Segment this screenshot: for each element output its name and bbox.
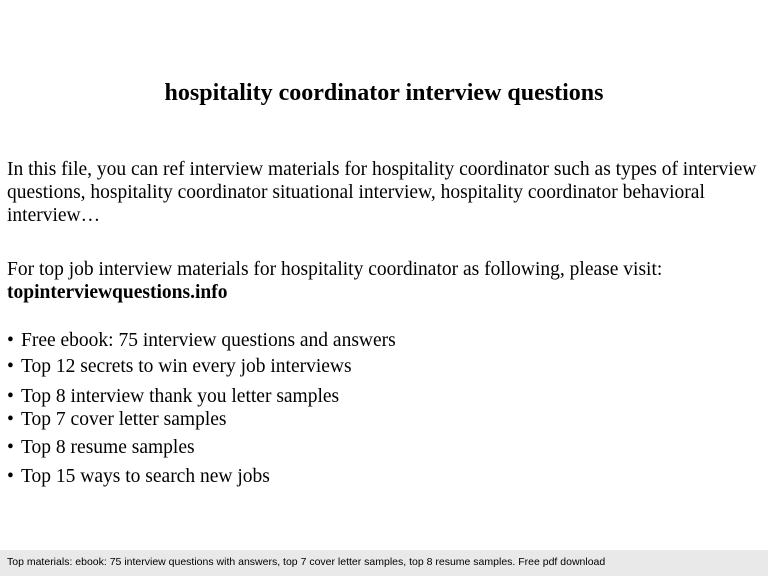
list-item	[7, 408, 226, 431]
bullet-dot: •	[7, 330, 14, 351]
visit-paragraph	[7, 258, 765, 304]
slide-title: hospitality coordinator interview questions	[164, 80, 604, 106]
footer-bar	[0, 550, 768, 576]
intro-paragraph: In this file, you can ref interview materials for hospitality coordinator such as types of interview questions, hospitality coordinator situational interview, hospitality coordinator behavioral interview…	[7, 159, 757, 226]
list-item-label: Free ebook: 75 interview questions and answers	[21, 330, 396, 351]
bullet-dot: •	[7, 356, 14, 377]
list-item	[7, 355, 352, 378]
list-item	[7, 465, 270, 488]
visit-text: For top job interview materials for hospitality coordinator as following, please visit:	[7, 259, 663, 280]
list-item-label: Top 15 ways to search new jobs	[21, 466, 270, 487]
list-item-label: Top 12 secrets to win every job interviews	[21, 356, 352, 377]
bullet-dot: •	[7, 386, 14, 407]
bullet-dot: •	[7, 466, 14, 487]
list-item	[7, 329, 396, 352]
list-item-label: Top 8 resume samples	[21, 437, 195, 458]
list-item-label: Top 8 interview thank you letter samples	[21, 386, 340, 407]
bullet-dot: •	[7, 437, 14, 458]
site-link[interactable]: topinterviewquestions.info	[7, 282, 228, 303]
list-item	[7, 436, 195, 459]
list-item-label: Top 7 cover letter samples	[21, 409, 227, 430]
bullet-dot: •	[7, 409, 14, 430]
footer-text: Top materials: ebook: 75 interview questions with answers, top 7 cover letter samples, top 8 resume samples. Free pdf download	[7, 556, 606, 568]
list-item	[7, 385, 339, 408]
